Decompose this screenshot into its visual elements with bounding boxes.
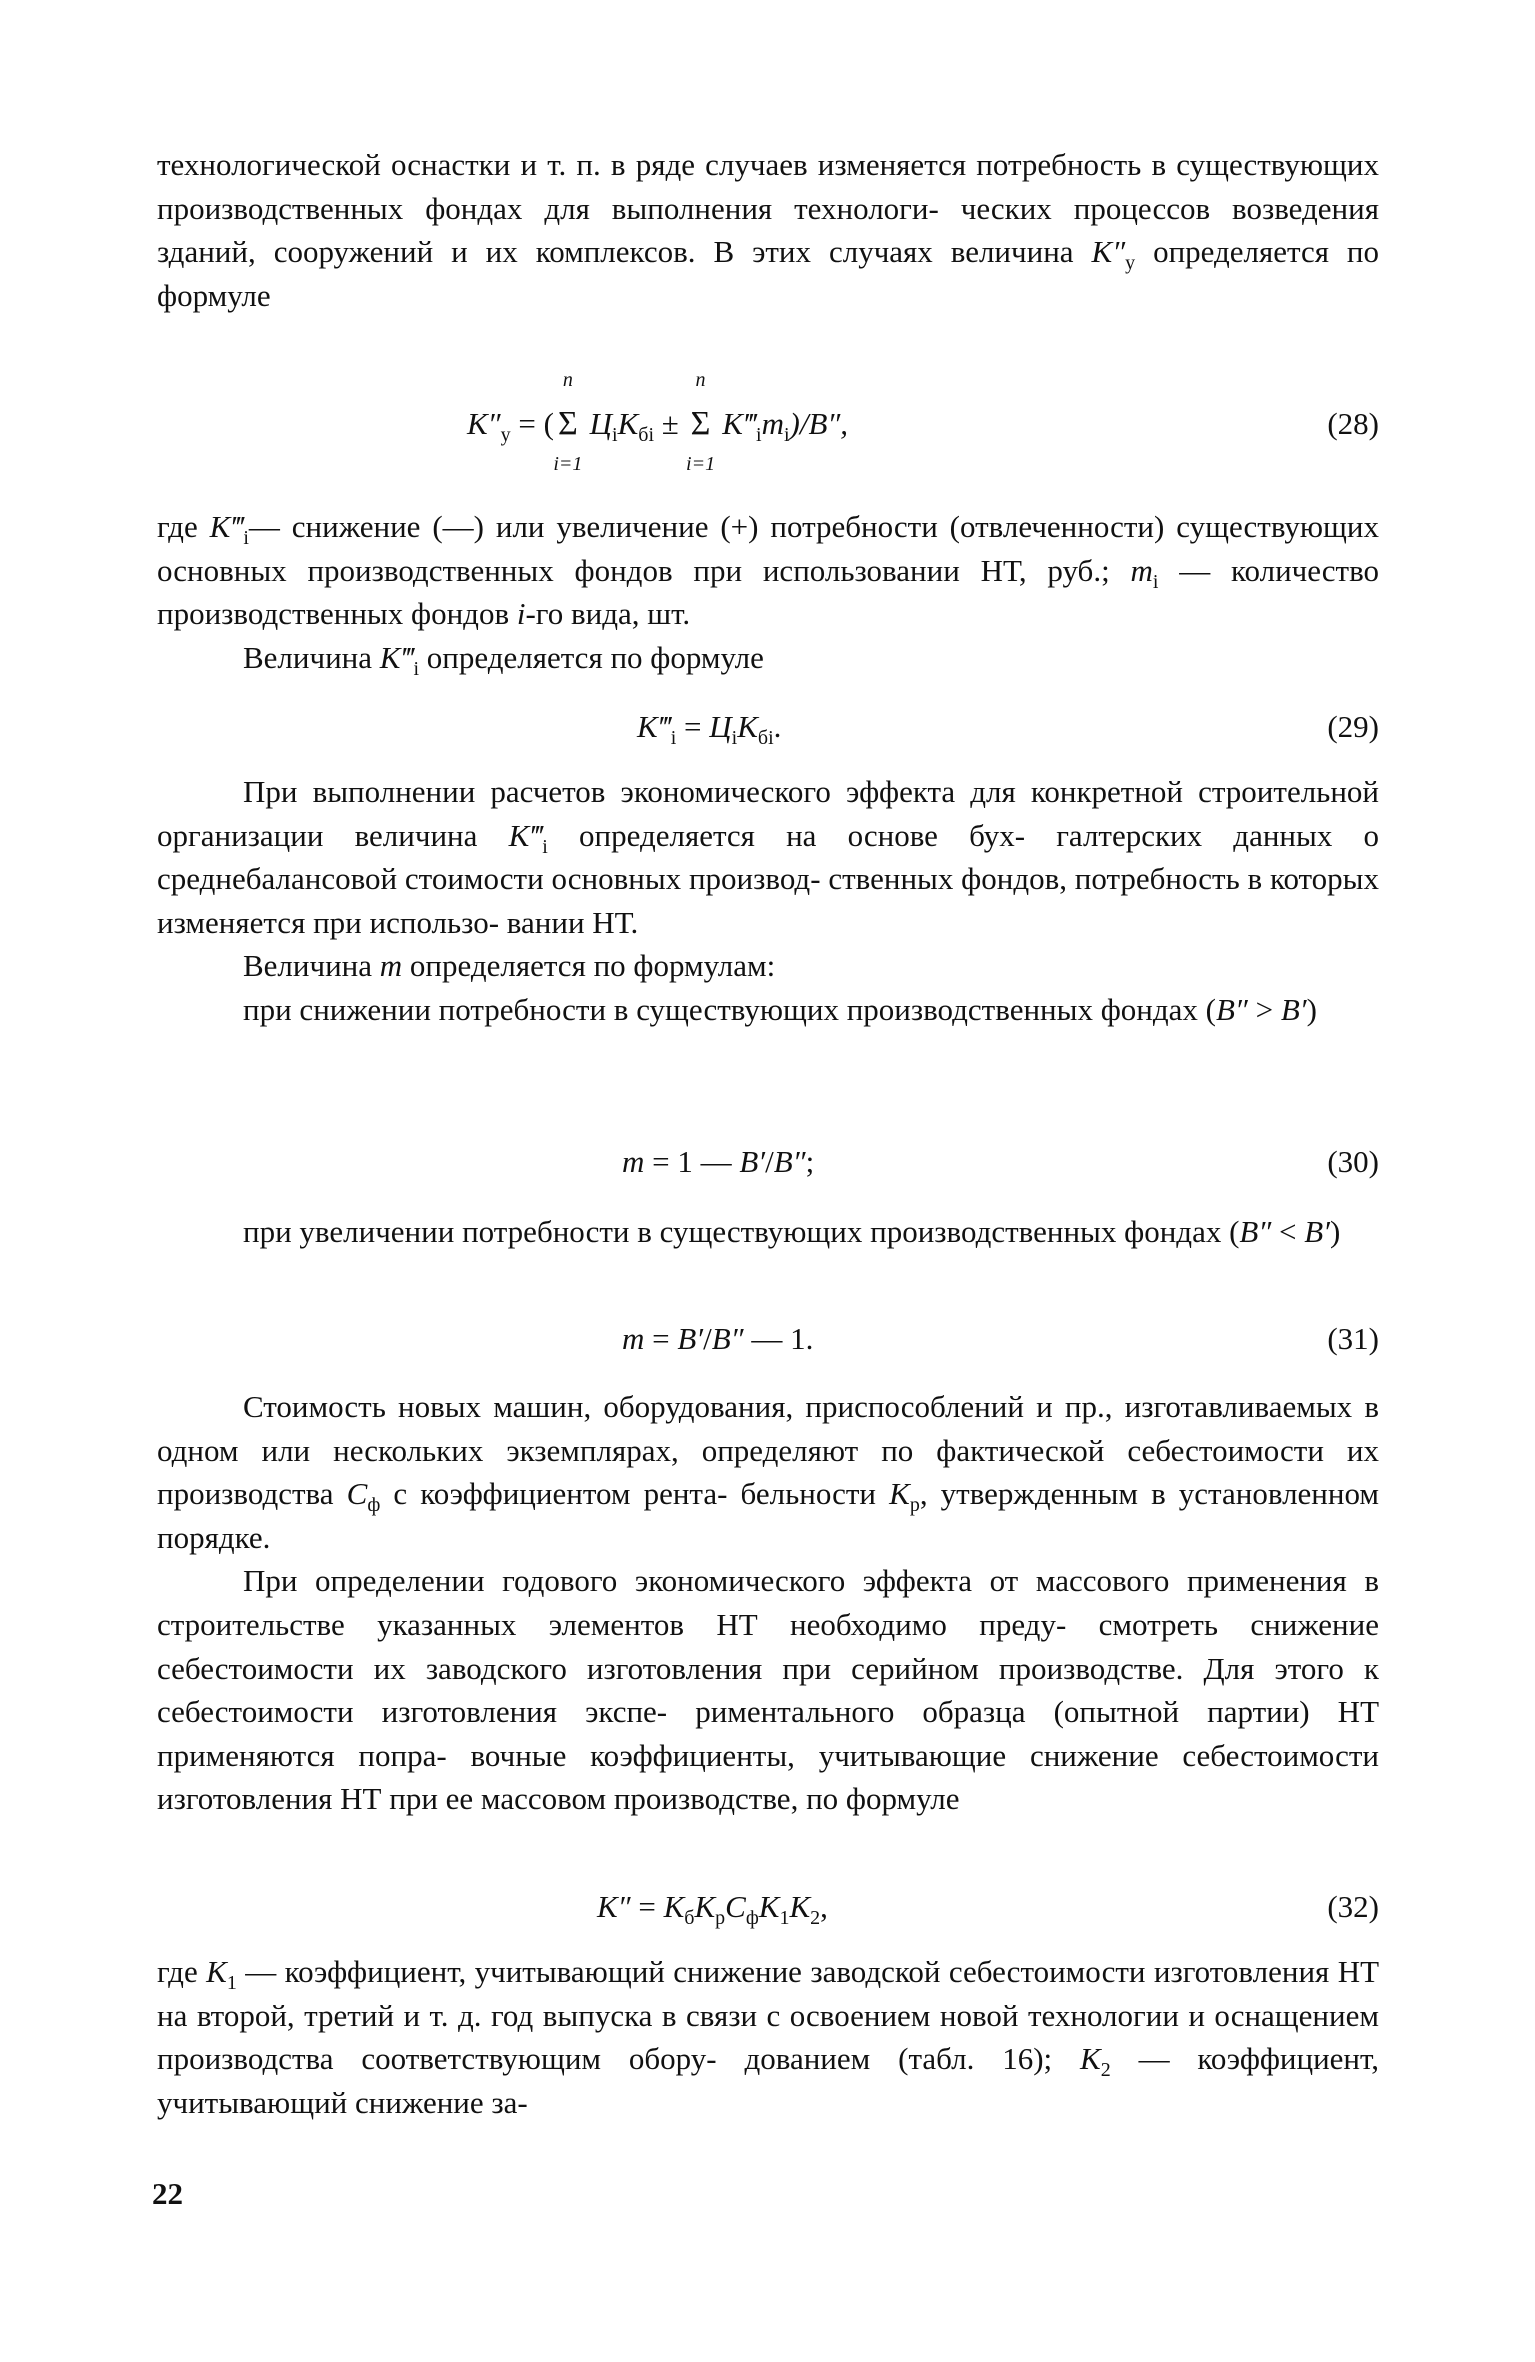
formula-28: $K''_у$ = ( n Σ i=1 $Ц_iK_{бi}$ ± n Σ i=1 $K‴_im_i)/B''$, (28)	[467, 369, 1379, 475]
formula-30: m = 1 — B′/B″; (30)	[157, 1140, 1379, 1184]
equation-number: (32)	[1327, 1889, 1379, 1924]
paragraph-where-28: где $K‴_i—$ снижение (—) или увеличение (+) потребности (отвлеченности) существующих основных производственных фондов при использовании НТ, руб.; $m_i$ — количество производственных фондов i-го вида, шт. Величина $K‴_i$ определяется по формуле	[157, 509, 1380, 680]
equation-number: (31)	[1327, 1321, 1379, 1356]
equation-number: (28)	[1327, 406, 1379, 441]
formula-29: $K‴_i = Ц_iK_{бi}$. (29)	[157, 705, 1379, 749]
page-number: 22	[152, 2176, 183, 2211]
paragraph-cost: Стоимость новых машин, оборудования, приспособлений и пр., изготавливаемых в одном или нескольких экземплярах, определяют по фактической себестоимости их производства $C_ф$ с коэффициентом рента- бельности $K_р$, утвержденным в установленном порядке. При определении годового экономического эффекта от массового применения в строительстве указанных элементов НТ необходимо преду- смотреть снижение себестоимости их заводского изготовления при серийном производстве. Для этого к себестоимости изготовления экспе- риментального образца (опытной партии) НТ применяются попра- вочные коэффициенты, учитывающие снижение себестоимости изготовления НТ при ее массовом производстве, по формуле	[157, 1389, 1380, 1817]
formula-31: m = B′/B″ — 1. (31)	[157, 1317, 1379, 1361]
equation-number: (29)	[1327, 709, 1379, 744]
formula-32: $K'' = K_бK_рC_фK_1K_2$, (32)	[157, 1885, 1379, 1929]
equation-number: (30)	[1327, 1144, 1379, 1179]
paragraph-calc: При выполнении расчетов экономического эффекта для конкретной строительной организации величина $K‴_i$ определяется на основе бух- галтерских данных о среднебалансовой стоимости основных производ- ственных фондов, потребность в которых изменяется при использо- вании НТ. Величина m определяется по формулам: при снижении потребности в существующих производственных фондах (B″ > B′)	[157, 774, 1380, 1027]
paragraph-where-32: где $K_1$ — коэффициент, учитывающий снижение заводской себестоимости изготовления НТ на второй, третий и т. д. год выпуска в связи с освоением новой технологии и оснащением производства соответствующим обору- дованием (табл. 16); $K_2$ — коэффициент, учитывающий снижение за-	[157, 1954, 1380, 2120]
paragraph-intro	[157, 143, 1379, 317]
paragraph-increase: при увеличении потребности в существующих производственных фондах (B″ < B′)	[243, 1214, 1341, 1249]
text-line: технологической оснастки и т. п. в ряде случаев изменяется потребность в существующих производственных фондах для выполнения технологи- ческих процессов возведения зданий, сооружений и их комплексов. В этих случаях величина $K''_у$ определяется по формуле	[157, 147, 1380, 313]
